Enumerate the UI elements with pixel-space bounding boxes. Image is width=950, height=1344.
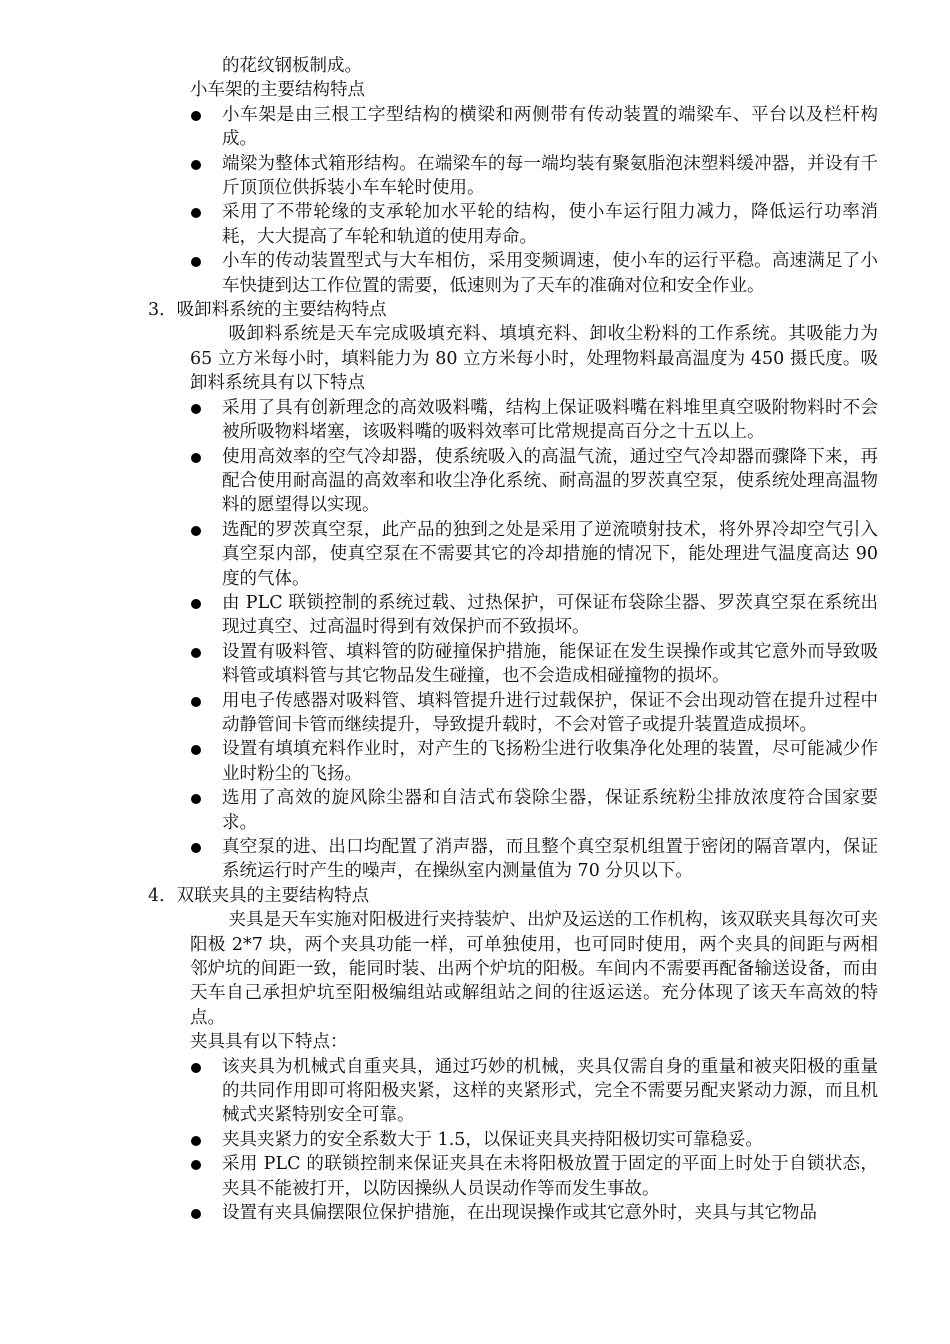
list-item bbox=[0, 1055, 878, 1128]
bullet-icon bbox=[191, 599, 201, 609]
list-item bbox=[0, 152, 878, 201]
list-item-text: 选用了高效的旋风除尘器和自洁式布袋除尘器，保证系统粉尘排放浓度符合国家要求。 bbox=[222, 788, 878, 833]
list-item-text: 设置有吸料管、填料管的防碰撞保护措施，能保证在发生误操作或其它意外而导致吸料管或填料管与其它物品发生碰撞，也不会造成相碰撞物的损坏。 bbox=[222, 641, 878, 687]
bullet-icon bbox=[191, 1063, 201, 1073]
bullet-icon bbox=[191, 745, 201, 755]
list-item bbox=[0, 518, 878, 591]
trolley-frame-heading: 小车架的主要结构特点 bbox=[190, 80, 365, 101]
bullet-icon bbox=[191, 257, 201, 267]
list-item-text: 设置有夹具偏摆限位保护措施，在出现误操作或其它意外时，夹具与其它物品 bbox=[222, 1203, 817, 1224]
bullet-icon bbox=[191, 208, 201, 218]
list-item-text: 真空泵的进、出口均配置了消声器，而且整个真空泵机组置于密闭的隔音罩内，保证系统运行时产生的噪声，在操纵室内测量值为 70 分贝以下。 bbox=[222, 837, 878, 882]
list-item-text: 使用高效率的空气冷却器，使系统吸入的高温气流，通过空气冷却器而骤降下来，再配合使用耐高温的高效率和收尘净化系统、耐高温的罗茨真空泵，使系统处理高温物料的愿望得以实现。 bbox=[222, 446, 878, 516]
document-page bbox=[0, 54, 950, 1226]
section-4-sub-intro: 夹具具有以下特点： bbox=[190, 1032, 348, 1053]
list-item-text: 采用了具有创新理念的高效吸料嘴，结构上保证吸料嘴在料堆里真空吸附物料时不会被所吸物料堵塞，该吸料嘴的吸料效率可比常规提高百分之十五以上。 bbox=[222, 397, 878, 443]
bullet-icon bbox=[191, 697, 201, 707]
bullet-icon bbox=[191, 794, 201, 804]
list-item-text: 小车的传动装置型式与大车相仿，采用变频调速，使小车的运行平稳。高速满足了小车快捷到达工作位置的需要，低速则为了天车的准确对位和安全作业。 bbox=[222, 251, 878, 296]
list-item bbox=[0, 445, 878, 518]
list-item-text: 夹具夹紧力的安全系数大于 1.5，以保证夹具夹持阳极切实可靠稳妥。 bbox=[222, 1129, 763, 1150]
bullet-icon bbox=[191, 843, 201, 853]
continuation-text: 的花纹钢板制成。 bbox=[222, 56, 362, 76]
list-item-text: 采用了不带轮缘的支承轮加水平轮的结构，使小车运行阻力减力，降低运行功率消耗，大大提高了车轮和轨道的使用寿命。 bbox=[222, 202, 878, 247]
section-4-intro: 夹具是天车实施对阳极进行夹持装炉、出炉及运送的工作机构，该双联夹具每次可夹阳极 2*7 块，两个夹具功能一样，可单独使用，也可同时使用，两个夹具的间距与两相邻炉坑的间距一致，能同时装、出两个炉坑的阳极。车间内不需要再配备输送设备，而由天车自己承担炉坑至阳极编组站或解组站之间的往返运送。充分体现了该天车高效的特点。 bbox=[190, 910, 878, 1028]
list-item bbox=[0, 103, 878, 152]
bullet-icon bbox=[191, 453, 201, 463]
bullet-icon bbox=[191, 111, 201, 121]
section-3-heading: 3．吸卸料系统的主要结构特点 bbox=[148, 300, 387, 321]
bullet-icon bbox=[191, 1136, 201, 1146]
list-item bbox=[0, 689, 878, 738]
list-item bbox=[0, 1152, 878, 1201]
section-3-bullet-list bbox=[0, 396, 950, 884]
list-item-text: 端梁为整体式箱形结构。在端梁车的每一端均装有聚氨脂泡沫塑料缓冲器，并设有千斤顶顶位供拆装小车车轮时使用。 bbox=[222, 153, 878, 199]
bullet-icon bbox=[191, 1209, 201, 1219]
bullet-icon bbox=[191, 160, 201, 170]
bullet-icon bbox=[191, 648, 201, 658]
list-item-text: 由 PLC 联锁控制的系统过载、过热保护，可保证布袋除尘器、罗茨真空泵在系统出现过真空、过高温时得到有效保护而不致损坏。 bbox=[222, 592, 878, 638]
list-item-text: 用电子传感器对吸料管、填料管提升进行过载保护，保证不会出现动管在提升过程中动静管间卡管而继续提升，导致提升载时，不会对管子或提升装置造成损坏。 bbox=[222, 690, 878, 735]
list-item bbox=[0, 640, 878, 689]
list-item bbox=[0, 737, 878, 786]
section-4-heading: 4．双联夹具的主要结构特点 bbox=[148, 885, 370, 906]
list-item-text: 小车架是由三根工字型结构的横梁和两侧带有传动装置的端梁车、平台以及栏杆构成。 bbox=[222, 104, 878, 150]
list-item bbox=[0, 786, 878, 835]
list-item bbox=[0, 396, 878, 445]
list-item-text: 设置有填填充料作业时，对产生的飞扬粉尘进行收集净化处理的装置，尽可能减少作业时粉尘的飞扬。 bbox=[222, 739, 878, 784]
list-item bbox=[0, 200, 878, 249]
section-3-intro: 吸卸料系统是天车完成吸填充料、填填充料、卸收尘粉料的工作系统。其吸能力为 65 立方米每小时，填料能力为 80 立方米每小时，处理物料最高温度为 450 摄氏度。吸卸料系统具有以下特点 bbox=[190, 324, 878, 394]
trolley-frame-bullet-list bbox=[0, 103, 950, 298]
section-4-bullet-list bbox=[0, 1055, 950, 1226]
list-item-text: 选配的罗茨真空泵，此产品的独到之处是采用了逆流喷射技术，将外界冷却空气引入真空泵内部，使真空泵在不需要其它的冷却措施的情况下，能处理进气温度高达 90 度的气体。 bbox=[222, 519, 878, 589]
list-item-text: 该夹具为机械式自重夹具，通过巧妙的机械，夹具仅需自身的重量和被夹阳极的重量的共同作用即可将阳极夹紧，这样的夹紧形式，完全不需要另配夹紧动力源，而且机械式夹紧特别安全可靠。 bbox=[222, 1056, 878, 1126]
list-item-text: 采用 PLC 的联锁控制来保证夹具在未将阳极放置于固定的平面上时处于自锁状态，夹具不能被打开，以防因操纵人员误动作等而发生事故。 bbox=[222, 1154, 878, 1199]
bullet-icon bbox=[191, 404, 201, 414]
bullet-icon bbox=[191, 526, 201, 536]
list-item bbox=[0, 591, 878, 640]
list-item bbox=[0, 1201, 878, 1225]
list-item bbox=[0, 1128, 878, 1152]
list-item bbox=[0, 835, 878, 884]
list-item bbox=[0, 249, 878, 298]
bullet-icon bbox=[191, 1160, 201, 1170]
